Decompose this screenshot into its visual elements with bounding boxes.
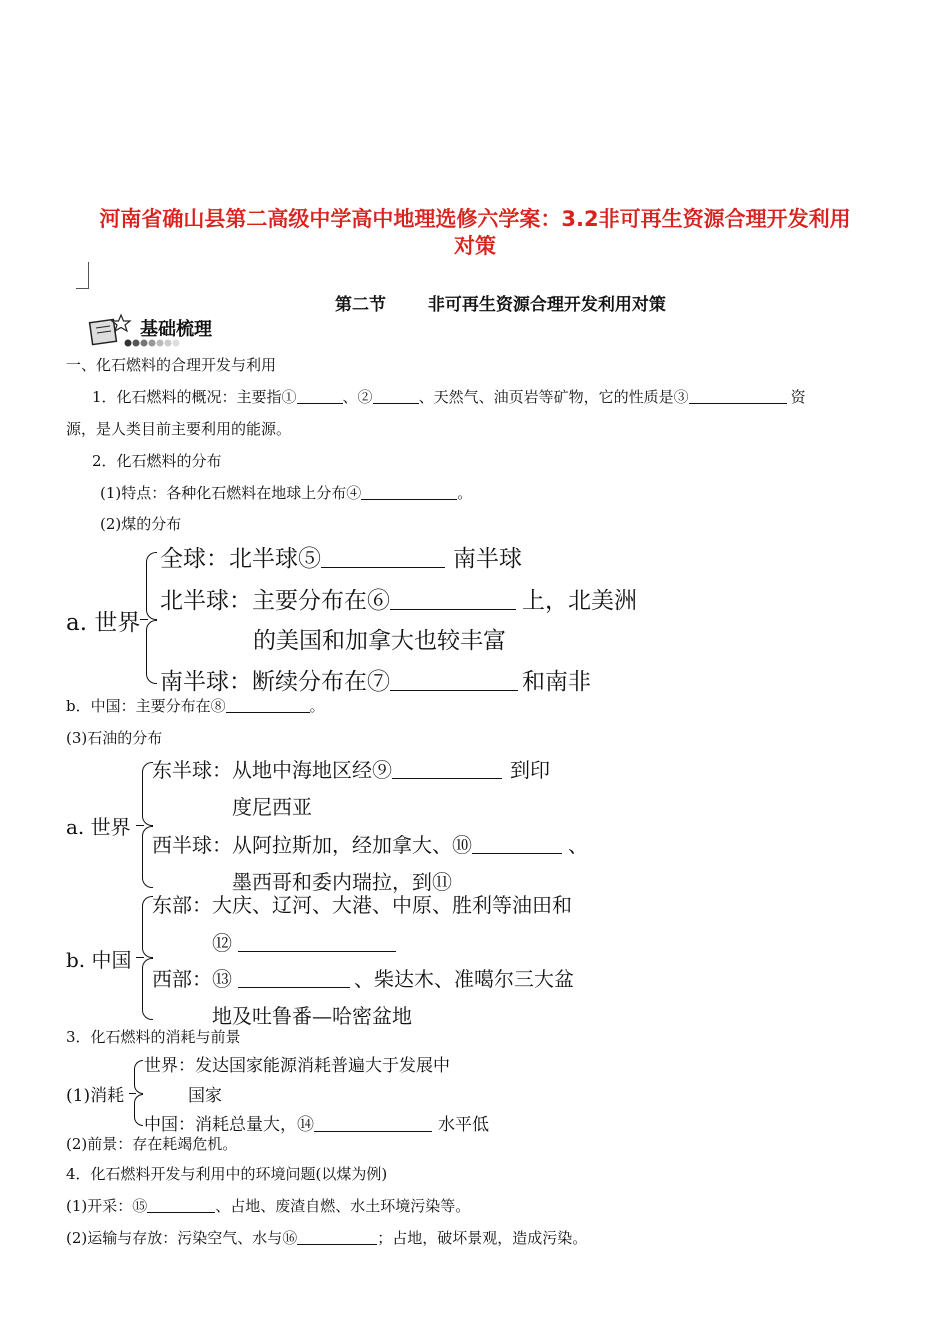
consume-row-1: 世界：发达国家能源消耗普遍大于发展中 bbox=[144, 1056, 450, 1076]
consume-brace-bottom bbox=[134, 1094, 143, 1126]
coal-brace-top bbox=[146, 552, 157, 620]
p4-2-b: ；占地，破坏景观，造成污染。 bbox=[377, 1229, 588, 1247]
blank-16[interactable] bbox=[297, 1229, 377, 1245]
paragraph-4-1 bbox=[66, 1195, 470, 1216]
blank-12[interactable] bbox=[238, 931, 396, 952]
consume-r3-b: 水平低 bbox=[438, 1115, 489, 1135]
title-line-1: 河南省确山县第二高级中学高中地理选修六学案：3.2非可再生资源合理开发利用 bbox=[99, 207, 851, 231]
p4-1-b: 、占地、废渣自燃、水土环境污染等。 bbox=[215, 1197, 471, 1215]
coal-r1-a: 全球：北半球⑤ bbox=[160, 546, 321, 572]
paragraph-2-3: (3)石油的分布 bbox=[66, 729, 163, 747]
paragraph-2-2: (2)煤的分布 bbox=[100, 515, 182, 533]
coal-brace-bottom bbox=[146, 620, 157, 684]
consume-brace-top bbox=[134, 1060, 143, 1094]
p2-1-text-a: (1)特点：各种化石燃料在地球上分布④ bbox=[100, 484, 362, 502]
blank-9[interactable] bbox=[392, 758, 502, 779]
paragraph-1 bbox=[92, 386, 806, 407]
blank-4[interactable] bbox=[361, 484, 457, 500]
oil-world-r1-a: 东半球：从地中海地区经⑨ bbox=[152, 758, 392, 782]
oil-china-label: b. 中国 bbox=[66, 948, 132, 972]
consume-label: (1)消耗 bbox=[66, 1086, 125, 1106]
oil-world-row-4: 墨西哥和委内瑞拉，到⑪ bbox=[232, 870, 452, 894]
paragraph-4-2 bbox=[66, 1227, 587, 1248]
oil-china-brace-tip bbox=[136, 957, 144, 958]
corner-mark bbox=[76, 262, 89, 289]
oil-world-row-1 bbox=[152, 754, 550, 783]
blank-3[interactable] bbox=[689, 388, 787, 404]
consume-brace-tip bbox=[129, 1093, 136, 1094]
blank-14[interactable] bbox=[314, 1114, 432, 1132]
blank-7[interactable] bbox=[390, 667, 518, 691]
coal-r4-a: 南半球：断续分布在⑦ bbox=[160, 669, 390, 695]
paragraph-2-1 bbox=[100, 482, 472, 503]
oil-china-row-4: 地及吐鲁番—哈密盆地 bbox=[212, 1004, 412, 1028]
section-1-heading: 一、化石燃料的合理开发与利用 bbox=[66, 356, 277, 374]
p2-1-text-b: 。 bbox=[457, 484, 473, 502]
blank-6[interactable] bbox=[390, 586, 516, 610]
coal-r2-a: 北半球：主要分布在⑥ bbox=[160, 588, 390, 614]
consume-row-2: 国家 bbox=[188, 1086, 222, 1106]
p1-text-d: 资 bbox=[790, 388, 806, 406]
basics-badge-text: 基础梳理 bbox=[140, 319, 212, 340]
coal-row-1 bbox=[160, 540, 522, 573]
paragraph-4: 4．化石燃料开发与利用中的环境问题(以煤为例) bbox=[66, 1165, 388, 1183]
blank-15[interactable] bbox=[147, 1197, 215, 1213]
blank-2[interactable] bbox=[373, 388, 419, 404]
oil-china-r3-b: 、柴达木、准噶尔三大盆 bbox=[354, 967, 574, 991]
p1-text-a: 1．化石燃料的概况：主要指① bbox=[92, 388, 297, 406]
coal-world-label: a. 世界 bbox=[66, 610, 141, 636]
section-name: 非可再生资源合理开发利用对策 bbox=[427, 295, 666, 315]
paragraph-3: 3．化石燃料的消耗与前景 bbox=[66, 1028, 241, 1046]
coal-row-3: 的美国和加拿大也较丰富 bbox=[253, 628, 506, 654]
coal-china bbox=[66, 695, 325, 716]
oil-china-row-1: 东部：大庆、辽河、大港、中原、胜利等油田和 bbox=[152, 893, 572, 917]
section-number: 第二节 bbox=[335, 295, 386, 315]
paragraph-1-line-2: 源，是人类目前主要利用的能源。 bbox=[66, 420, 292, 438]
coal-row-4 bbox=[160, 663, 591, 696]
p1-text-c: 、天然气、油页岩等矿物，它的性质是③ bbox=[418, 388, 689, 406]
oil-china-r3-a: 西部：⑬ bbox=[152, 967, 232, 991]
basics-badge bbox=[88, 313, 238, 347]
coal-china-a: b．中国：主要分布在⑧ bbox=[66, 697, 226, 715]
oil-world-brace-tip bbox=[136, 825, 144, 826]
oil-china-r2-a: ⑫ bbox=[212, 931, 232, 955]
oil-china-row-2 bbox=[212, 927, 396, 956]
p4-1-a: (1)开采：⑮ bbox=[66, 1197, 148, 1215]
section-heading bbox=[335, 290, 666, 315]
blank-5[interactable] bbox=[321, 544, 445, 568]
coal-r1-b: 南半球 bbox=[453, 546, 522, 572]
oil-world-row-2: 度尼西亚 bbox=[232, 795, 312, 819]
coal-brace-tip bbox=[140, 619, 148, 620]
coal-row-2 bbox=[160, 582, 637, 615]
p4-2-a: (2)运输与存放：污染空气、水与⑯ bbox=[66, 1229, 298, 1247]
badge-dots bbox=[124, 339, 184, 347]
consume-row-3 bbox=[144, 1110, 489, 1135]
p1-text-b: 、② bbox=[342, 388, 373, 406]
consume-r3-a: 中国：消耗总量大，⑭ bbox=[144, 1115, 314, 1135]
oil-world-r3-a: 西半球：从阿拉斯加，经加拿大、⑩ bbox=[152, 833, 472, 857]
blank-13[interactable] bbox=[238, 967, 350, 988]
paragraph-3-2: (2)前景：存在耗竭危机。 bbox=[66, 1135, 238, 1153]
oil-world-row-3 bbox=[152, 829, 588, 858]
oil-china-row-3 bbox=[152, 963, 574, 992]
blank-1[interactable] bbox=[297, 388, 343, 404]
blank-8[interactable] bbox=[226, 697, 310, 713]
coal-china-b: 。 bbox=[309, 697, 325, 715]
oil-world-r1-b: 到印 bbox=[510, 758, 550, 782]
coal-r2-b: 上，北美洲 bbox=[522, 588, 637, 614]
blank-10[interactable] bbox=[472, 833, 562, 854]
document-title bbox=[0, 206, 950, 260]
paragraph-2: 2．化石燃料的分布 bbox=[92, 452, 222, 470]
coal-r4-b: 和南非 bbox=[522, 669, 591, 695]
oil-world-r3-b: 、 bbox=[568, 833, 588, 857]
title-line-2: 对策 bbox=[454, 234, 496, 258]
oil-world-label: a. 世界 bbox=[66, 815, 131, 839]
